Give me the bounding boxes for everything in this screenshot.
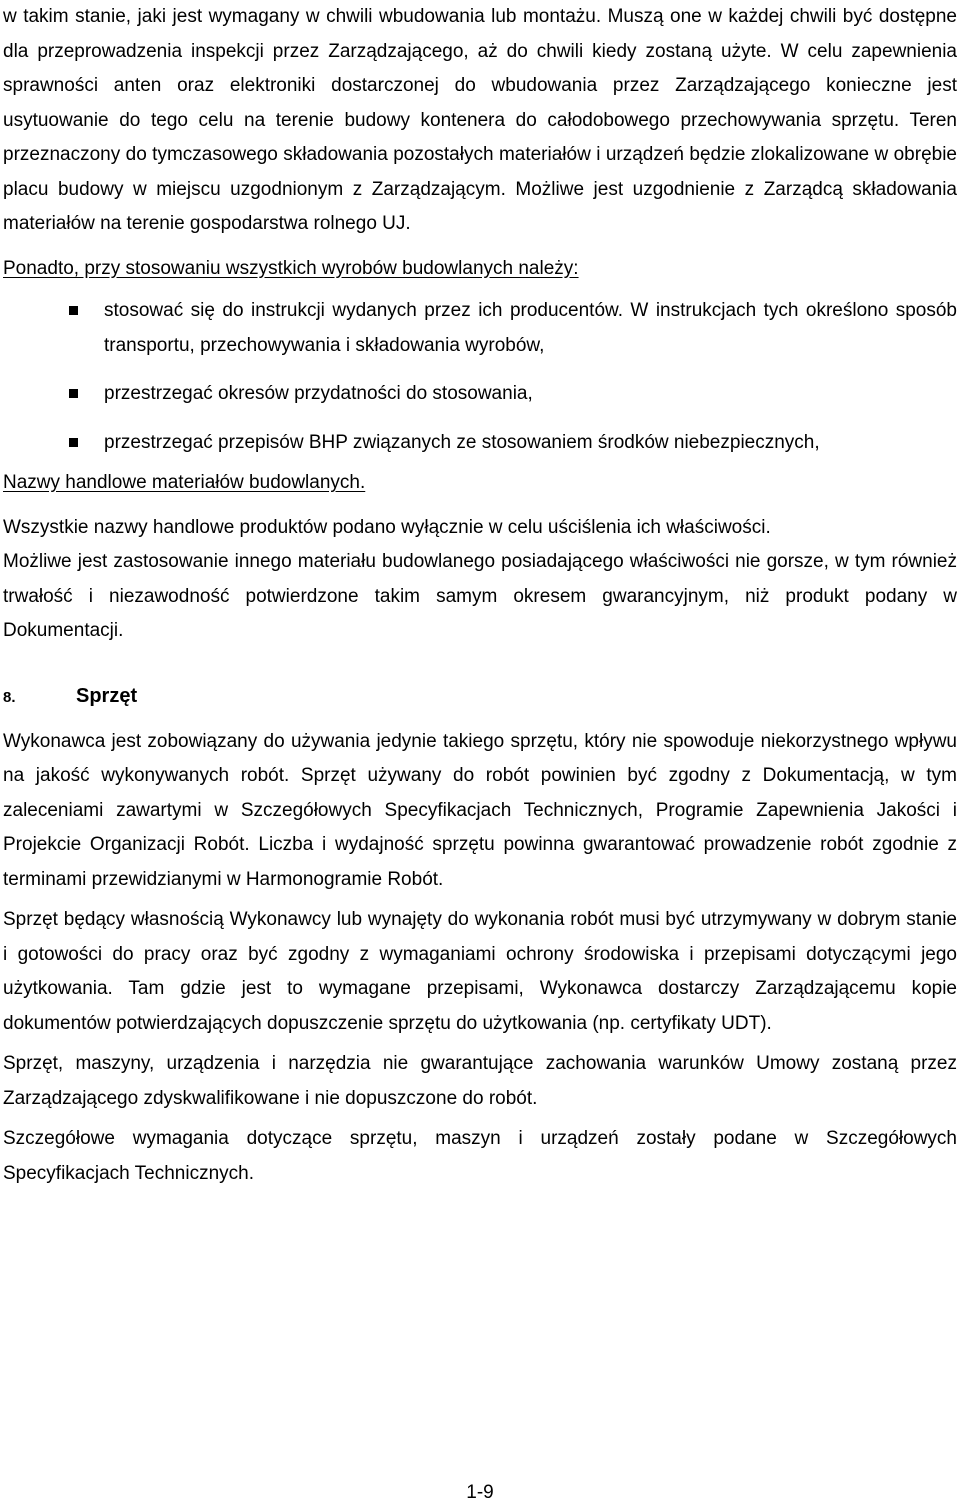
bullet-text: stosować się do instrukcji wydanych przez ich producentów. W instrukcjach tych określono sposób transportu, przechowywania i składowania wyrobów, xyxy=(104,300,957,356)
bullet-text: przestrzegać przepisów BHP związanych ze stosowaniem środków niebezpiecznych, xyxy=(104,431,820,453)
paragraph-wykonawca: Wykonawca jest zobowiązany do używania jedynie takiego sprzętu, który nie spowoduje niekorzystnego wpływu na jakość wykonywanych robót. Sprzęt używany do robót powinien być zgodny z Dokumentacją, w tym zaleceniami zawartymi w Szczegółowych Specyfikacjach Technicznych, Programie Zapewnienia Jakości i Projekcie Organizacji Robót. Liczba i wydajność sprzętu powinna gwarantować prowadzenie robót zgodnie z terminami przewidzianymi w Harmonogramie Robót. xyxy=(3,730,957,890)
nazwy-heading: Nazwy handlowe materiałów budowlanych. xyxy=(3,472,366,493)
section-heading xyxy=(3,679,957,715)
bullet-item xyxy=(3,426,957,461)
bullet-item xyxy=(3,377,957,412)
paragraph-szczegolowe: Szczegółowe wymagania dotyczące sprzętu, maszyn i urządzeń zostały podane w Szczegółowych Specyfikacjach Technicznych. xyxy=(3,1128,957,1184)
section-title: Sprzęt xyxy=(76,684,138,707)
section-number: 8. xyxy=(3,688,16,706)
page-number: 1-9 xyxy=(466,1482,494,1503)
paragraph-intro: w takim stanie, jaki jest wymagany w chwili wbudowania lub montażu. Muszą one w każdej chwili być dostępne dla przeprowadzenia inspekcji przez Zarządzającego, aż do chwili kiedy zostaną użyte. W celu zapewnienia sprawności anten oraz elektroniki dostarczonej do wbudowania przez Zarządzającego konieczne jest usytuowanie do tego celu na terenie budowy kontenera do całodobowego przechowywania sprzętu. Teren przeznaczony do tymczasowego składowania pozostałych materiałów i urządzeń będzie zlokalizowane w obrębie placu budowy w miejscu uzgodnionym z Zarządzającym. Możliwe jest uzgodnienie z Zarządcą składowania materiałów na terenie gospodarstwa rolnego UJ. xyxy=(3,6,957,234)
paragraph-maszyny: Sprzęt, maszyny, urządzenia i narzędzia nie gwarantujące zachowania warunków Umowy zostaną przez Zarządzającego zdyskwalifikowane i nie dopuszczone do robót. xyxy=(3,1053,957,1109)
paragraph-sprzet-wlasnosc: Sprzęt będący własnością Wykonawcy lub wynajęty do wykonania robót musi być utrzymywany w dobrym stanie i gotowości do pracy oraz być zgodny z wymaganiami ochrony środowiska i przepisami dotyczącymi jego użytkowania. Tam gdzie jest to wymagane przepisami, Wykonawca dostarczy Zarządzającemu kopie dokumentów potwierdzających dopuszczenie sprzętu do użytkowania (np. certyfikaty UDT). xyxy=(3,909,957,1034)
paragraph-mozliwe: Możliwe jest zastosowanie innego materiału budowlanego posiadającego właściwości nie gorsze, w tym również trwałość i niezawodność potwierdzone takim samym okresem gwarancyjnym, niż produkt podany w Dokumentacji. xyxy=(3,551,957,641)
bullet-item xyxy=(3,294,957,363)
bullet-list xyxy=(3,294,957,460)
document-page xyxy=(3,0,957,1191)
bullet-text: przestrzegać okresów przydatności do stosowania, xyxy=(104,383,533,404)
square-bullet-icon xyxy=(69,438,78,447)
paragraph-nazwy xyxy=(3,466,957,501)
square-bullet-icon xyxy=(69,389,78,398)
square-bullet-icon xyxy=(69,306,78,315)
ponadto-text: Ponadto, przy stosowaniu wszystkich wyrobów budowlanych należy: xyxy=(3,257,579,279)
paragraph-wszystkie: Wszystkie nazwy handlowe produktów podano wyłącznie w celu uściślenia ich właściwości. xyxy=(3,516,771,538)
paragraph-ponadto xyxy=(3,252,957,287)
